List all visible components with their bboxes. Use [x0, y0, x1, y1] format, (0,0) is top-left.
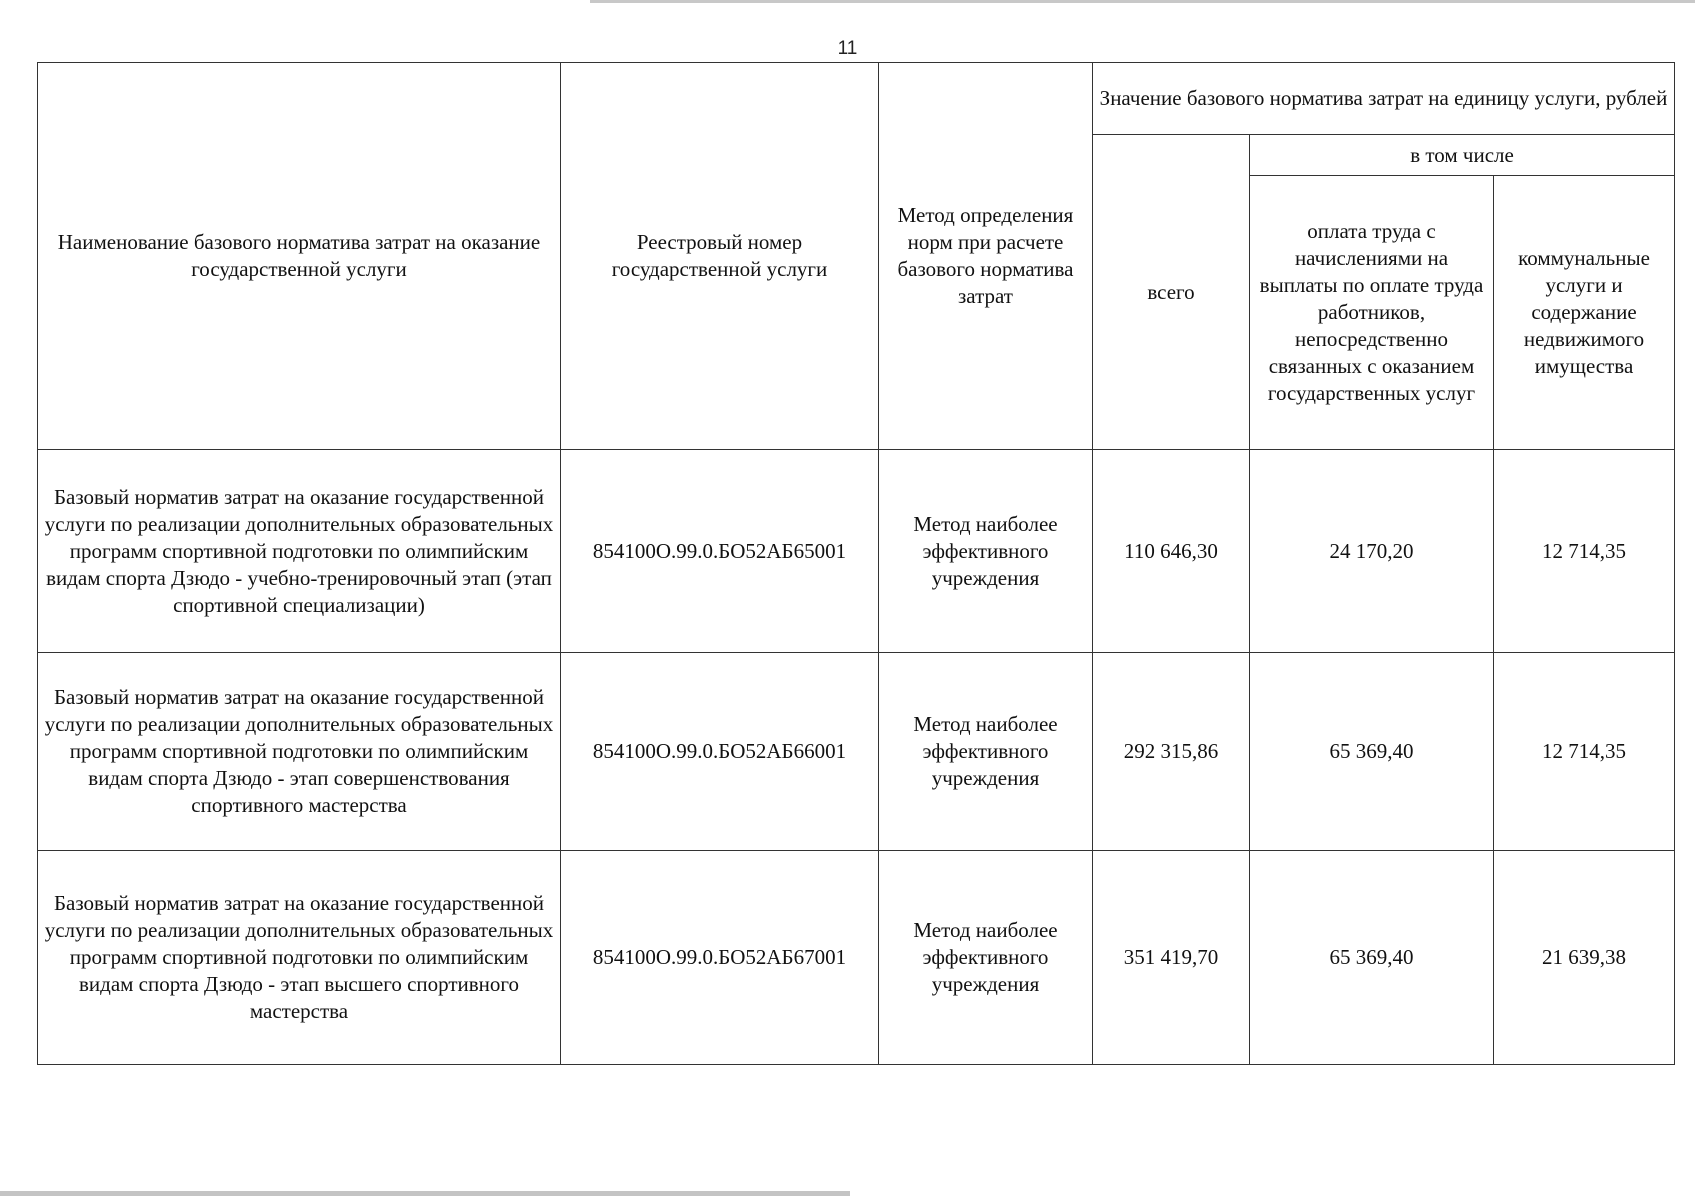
header-utilities: коммунальные услуги и содержание недвижимого имущества	[1494, 176, 1675, 450]
row-registry: 854100О.99.0.БО52АБ66001	[561, 653, 879, 851]
row-method: Метод наиболее эффективного учреждения	[879, 450, 1093, 653]
header-row-top	[38, 63, 1675, 135]
row-name: Базовый норматив затрат на оказание государственной услуги по реализации дополнительных образовательных программ спортивной подготовки по олимпийским видам спорта Дзюдо - этап совершенствования спортивного мастерства	[38, 653, 561, 851]
table-row	[38, 653, 1675, 851]
cost-norm-table	[37, 62, 1675, 1065]
row-total: 110 646,30	[1093, 450, 1250, 653]
table-row	[38, 851, 1675, 1065]
row-labor: 24 170,20	[1250, 450, 1494, 653]
row-name: Базовый норматив затрат на оказание государственной услуги по реализации дополнительных образовательных программ спортивной подготовки по олимпийским видам спорта Дзюдо - учебно-тренировочный этап (этап спортивной специализации)	[38, 450, 561, 653]
row-total: 351 419,70	[1093, 851, 1250, 1065]
scan-edge-top	[590, 0, 1695, 3]
header-including: в том числе	[1250, 135, 1675, 176]
table-row	[38, 450, 1675, 653]
header-name: Наименование базового норматива затрат на оказание государственной услуги	[38, 63, 561, 450]
scan-edge-bottom	[0, 1191, 850, 1196]
row-labor: 65 369,40	[1250, 851, 1494, 1065]
row-registry: 854100О.99.0.БО52АБ65001	[561, 450, 879, 653]
row-total: 292 315,86	[1093, 653, 1250, 851]
row-utilities: 21 639,38	[1494, 851, 1675, 1065]
row-name: Базовый норматив затрат на оказание государственной услуги по реализации дополнительных образовательных программ спортивной подготовки по олимпийским видам спорта Дзюдо - этап высшего спортивного мастерства	[38, 851, 561, 1065]
header-total: всего	[1093, 135, 1250, 450]
header-labor: оплата труда с начислениями на выплаты по оплате труда работников, непосредственно связанных с оказанием государственных услуг	[1250, 176, 1494, 450]
row-method: Метод наиболее эффективного учреждения	[879, 653, 1093, 851]
row-method: Метод наиболее эффективного учреждения	[879, 851, 1093, 1065]
row-utilities: 12 714,35	[1494, 450, 1675, 653]
header-method: Метод определения норм при расчете базового норматива затрат	[879, 63, 1093, 450]
row-utilities: 12 714,35	[1494, 653, 1675, 851]
header-registry: Реестровый номер государственной услуги	[561, 63, 879, 450]
header-value-group: Значение базового норматива затрат на единицу услуги, рублей	[1093, 63, 1675, 135]
row-labor: 65 369,40	[1250, 653, 1494, 851]
page-number: 11	[837, 38, 858, 59]
row-registry: 854100О.99.0.БО52АБ67001	[561, 851, 879, 1065]
